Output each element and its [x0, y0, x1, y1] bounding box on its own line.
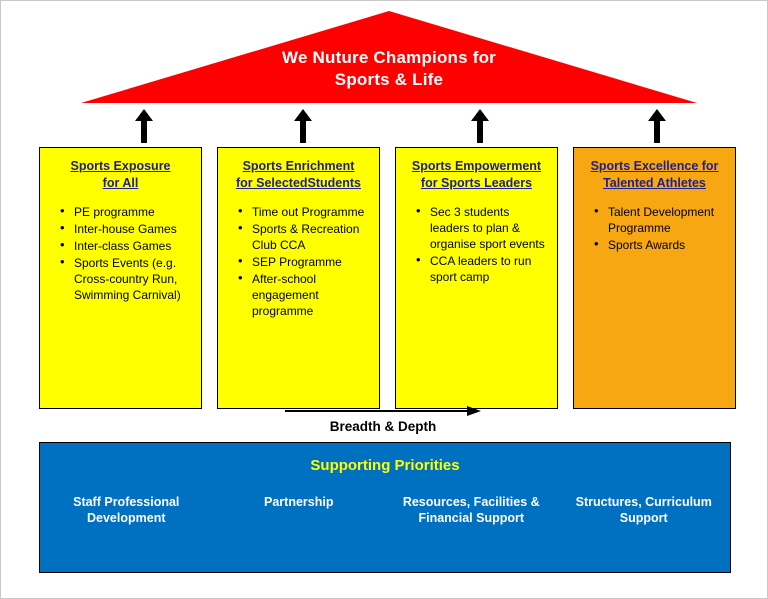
up-arrow-2 [291, 109, 315, 143]
pillar-title-line1: Sports Excellence for [590, 159, 719, 173]
list-item: • Sports Awards [608, 237, 727, 253]
list-item: • Sports Events (e.g. Cross-country Run, Swimming Carnival) [74, 255, 193, 303]
up-arrow-4 [645, 109, 669, 143]
roof-title-line1: We Nuture Champions for [282, 48, 496, 67]
pillar-sports-exposure [39, 147, 202, 409]
pillar-item-list [582, 204, 727, 253]
list-item: • Sec 3 students leaders to plan & organise sport events [430, 204, 549, 252]
roof-title-line2: Sports & Life [334, 70, 444, 89]
list-item: • Time out Programme [252, 204, 371, 220]
list-item: • CCA leaders to run sport camp [430, 253, 549, 285]
pillar-title-line2: for SelectedStudents [235, 176, 362, 190]
supporting-priority-item: Partnership [264, 495, 334, 509]
pillar-item-list [48, 204, 193, 303]
breadth-depth-label: Breadth & Depth [329, 419, 437, 434]
pillar-title-line2: for Sports Leaders [420, 176, 533, 190]
list-item: • Inter-house Games [74, 221, 193, 237]
pillar-title [404, 158, 549, 192]
supporting-priorities-items [40, 494, 730, 526]
pillar-title [48, 158, 193, 192]
list-item: • PE programme [74, 204, 193, 220]
list-item: • Inter-class Games [74, 238, 193, 254]
pillar-title-line1: Sports Enrichment [242, 159, 355, 173]
supporting-priority-item: Staff Professional Development [73, 495, 180, 525]
pillar-sports-enrichment [217, 147, 380, 409]
roof-title [79, 47, 699, 91]
pillar-title-line1: Sports Empowerment [411, 159, 542, 173]
supporting-priorities-title: Supporting Priorities [310, 457, 460, 474]
supporting-priority-item: Structures, Curriculum Support [575, 495, 712, 525]
pillar-title [226, 158, 371, 192]
list-item: • SEP Programme [252, 254, 371, 270]
pillar-item-list [226, 204, 371, 319]
breadth-depth-group [283, 405, 483, 445]
list-item: • Talent Development Programme [608, 204, 727, 236]
list-item: • Sports & Recreation Club CCA [252, 221, 371, 253]
roof-banner [79, 9, 699, 105]
pillar-sports-empowerment [395, 147, 558, 409]
supporting-priorities-panel [39, 442, 731, 573]
up-arrow-1 [132, 109, 156, 143]
pillar-title-line1: Sports Exposure [70, 159, 171, 173]
pillar-item-list [404, 204, 549, 285]
pillar-title-line2: Talented Athletes [603, 176, 706, 190]
pillar-title [582, 158, 727, 192]
list-item: • After-school engagement programme [252, 271, 371, 319]
right-arrow-icon [283, 405, 483, 417]
up-arrow-3 [468, 109, 492, 143]
pillar-title-line2: for All [102, 176, 139, 190]
pillar-sports-excellence [573, 147, 736, 409]
supporting-priority-item: Resources, Facilities & Financial Support [402, 495, 540, 525]
